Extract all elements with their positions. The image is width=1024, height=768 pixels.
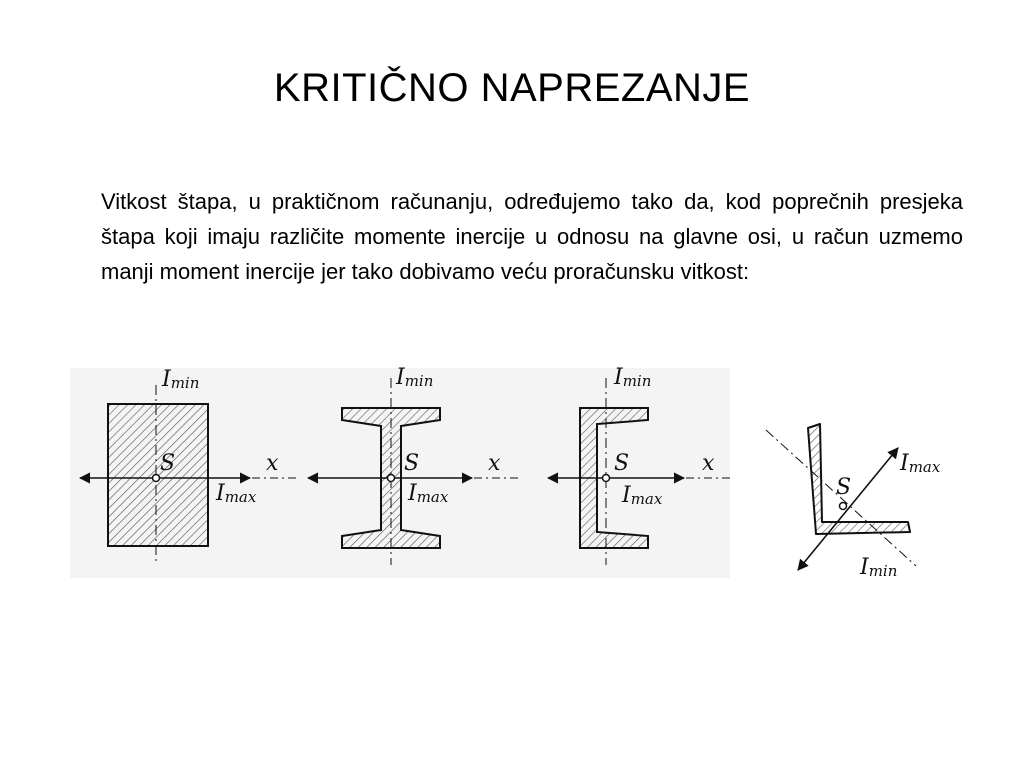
slide-title: KRITIČNO NAPREZANJE — [273, 66, 751, 110]
i-beam-imax-label: Imax — [408, 481, 449, 506]
cross-sections-svg — [70, 360, 970, 590]
channel-axis-label: x — [702, 451, 715, 476]
channel-centroid-label: S — [614, 451, 630, 476]
angle-section — [766, 424, 941, 580]
i-beam-centroid-label: S — [404, 451, 420, 476]
channel-imax-label: Imax — [622, 483, 663, 508]
channel-centroid — [603, 475, 610, 482]
rectangle-axis-label: x — [266, 451, 279, 476]
i-beam-axis-label: x — [488, 451, 501, 476]
i-beam-centroid — [388, 475, 395, 482]
rectangle-centroid — [153, 475, 160, 482]
angle-centroid-label: S — [836, 475, 852, 500]
angle-centroid — [840, 503, 847, 510]
rectangle-imax-label: Imax — [216, 481, 257, 506]
body-paragraph: Vitkost štapa, u praktičnom računanju, određujemo tako da, kod poprečnih presjeka štapa koji imaju različite momente inercije u odnosu na glavne osi, u račun uzmemo manji moment inercije jer tako dobivamo veću proračunsku vitkost: — [101, 189, 963, 284]
i-beam-imin-label: Imin — [396, 365, 434, 390]
angle-imin-label: Imin — [860, 555, 898, 580]
channel-imin-label: Imin — [614, 365, 652, 390]
rectangle-centroid-label: S — [160, 451, 176, 476]
cross-sections-figure — [70, 360, 970, 590]
angle-shape — [808, 424, 910, 534]
angle-imax-label: Imax — [900, 451, 941, 476]
rectangle-imin-label: Imin — [162, 367, 200, 392]
